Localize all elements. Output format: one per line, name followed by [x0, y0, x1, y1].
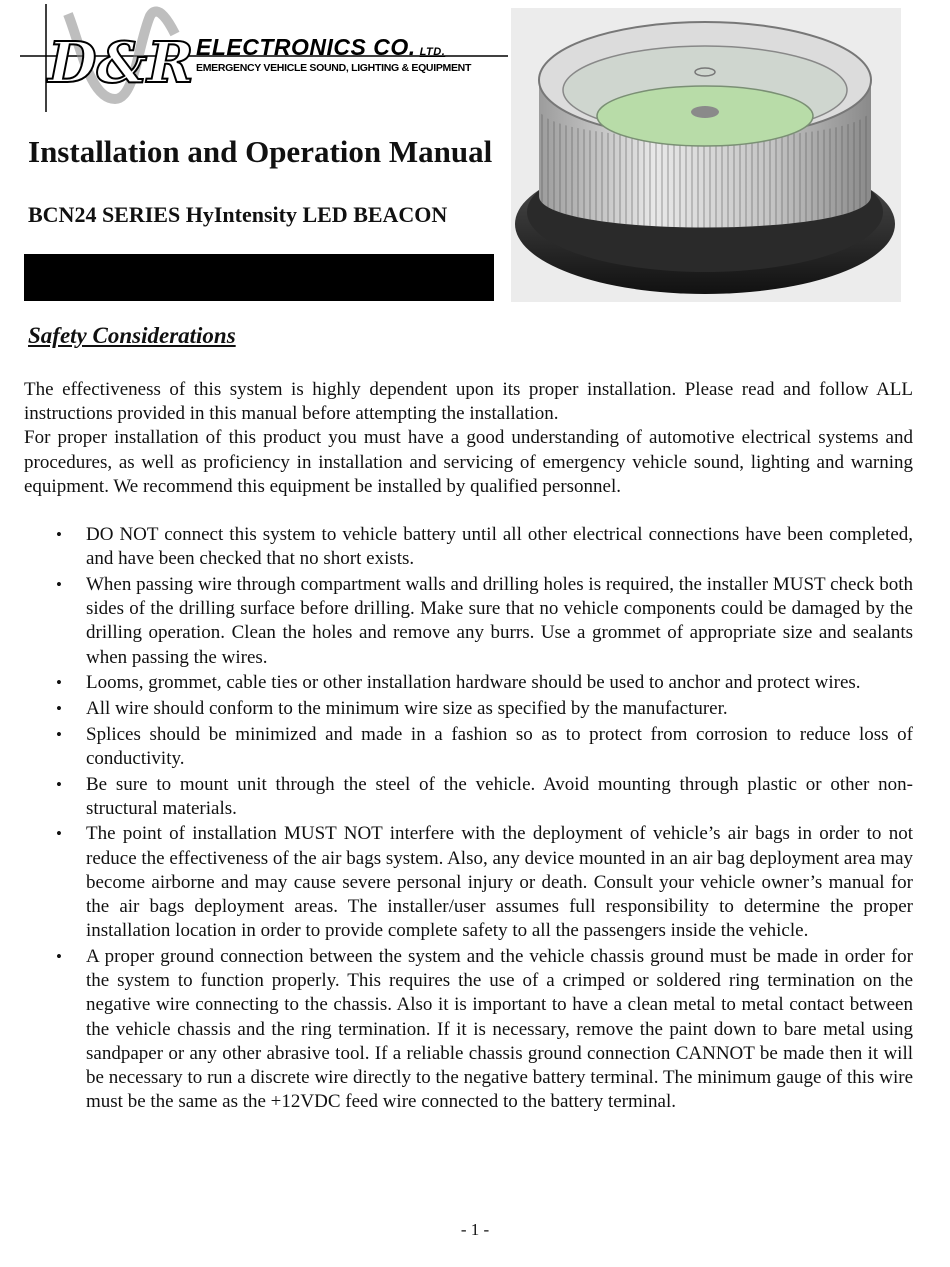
- bullet-icon: •: [56, 698, 62, 718]
- company-logo: [20, 4, 510, 112]
- list-item-text: When passing wire through compartment walls and drilling holes is required, the installer MUST check both sides of the drilling surface before drilling. Make sure that no vehicle components could be damaged by the drilling operation. Clean the holes and remove any burrs. Use a grommet of appropriate size and sealants when passing the wires.: [86, 573, 913, 668]
- list-item-text: A proper ground connection between the system and the vehicle chassis ground must be made in order for the system to function properly. This requires the use of a crimped or soldered ring termination on the negative wire connecting to the chassis. Also it is important to have a clean metal to metal contact between the vehicle chassis and the ring termination. If it is necessary, remove the paint down to bare metal using sandpaper or any other abrasive tool. If a reliable chassis ground connection CANNOT be made then it will be necessary to run a discrete wire directly to the negative battery terminal. The minimum gauge of this wire must be the same as the +12VDC feed wire connected to the battery terminal.: [86, 945, 913, 1113]
- bullet-icon: •: [56, 946, 62, 966]
- list-item-text: DO NOT connect this system to vehicle battery until all other electrical connections have been completed, and have been checked that no short exists.: [86, 524, 913, 570]
- list-item-text: Splices should be minimized and made in a fashion so as to protect from corrosion to reduce loss of conductivity.: [86, 723, 913, 769]
- bullet-icon: •: [56, 525, 62, 544]
- beacon-illustration: [511, 8, 901, 302]
- list-item: [24, 822, 913, 943]
- bullet-icon: •: [56, 824, 62, 844]
- list-item-text: Looms, grommet, cable ties or other installation hardware should be used to anchor and protect wires.: [86, 672, 861, 694]
- product-subtitle: BCN24 SERIES HyIntensity LED BEACON: [28, 202, 448, 227]
- bullet-icon: •: [56, 574, 62, 594]
- safety-list: [24, 523, 913, 1116]
- intro-text: [24, 378, 913, 499]
- list-item: [24, 671, 913, 695]
- list-item-text: Be sure to mount unit through the steel of the vehicle. Avoid mounting through plastic or other non-structural materials.: [86, 773, 913, 819]
- company-tagline: EMERGENCY VEHICLE SOUND, LIGHTING & EQUIPMENT: [196, 62, 472, 74]
- list-item: [24, 945, 913, 1114]
- page-number: - 1 -: [460, 1220, 490, 1239]
- list-item: [24, 523, 913, 571]
- logo-monogram: D&R: [48, 30, 194, 96]
- bullet-icon: •: [56, 724, 62, 744]
- list-item: [24, 697, 913, 721]
- company-suffix: LTD.: [419, 46, 446, 58]
- intro-paragraph: The effectiveness of this system is highly dependent upon its proper installation. Please read and follow ALL instructions provided in this manual before attempting the installation.: [24, 379, 913, 425]
- title-bar: [24, 254, 494, 301]
- bullet-icon: •: [56, 673, 62, 693]
- list-item: [24, 723, 913, 771]
- bullet-icon: •: [56, 774, 62, 794]
- section-heading: Safety Considerations: [28, 323, 236, 348]
- product-image: [511, 8, 901, 302]
- manual-title: Installation and Operation Manual: [28, 134, 493, 169]
- list-item: [24, 773, 913, 821]
- list-item-text: The point of installation MUST NOT interfere with the deployment of vehicle’s air bags in order to not reduce the effectiveness of the air bags system. Also, any device mounted in an air bag deployment area may become airborne and may cause severe personal injury or death. Consult your vehicle owner’s manual for the air bags deployment areas. The installer/user assumes full responsibility to determine the proper installation location in order to provide complete safety to all the passengers inside the vehicle.: [86, 823, 913, 942]
- intro-paragraph: For proper installation of this product you must have a good understanding of automotive electrical systems and procedures, as well as proficiency in installation and servicing of emergency vehicle sound, lighting and warning equipment. We recommend this equipment be installed by qualified personnel.: [24, 427, 913, 497]
- company-name: ELECTRONICS CO. LTD.: [196, 34, 446, 60]
- list-item: [24, 573, 913, 670]
- list-item-text: All wire should conform to the minimum wire size as specified by the manufacturer.: [86, 697, 728, 719]
